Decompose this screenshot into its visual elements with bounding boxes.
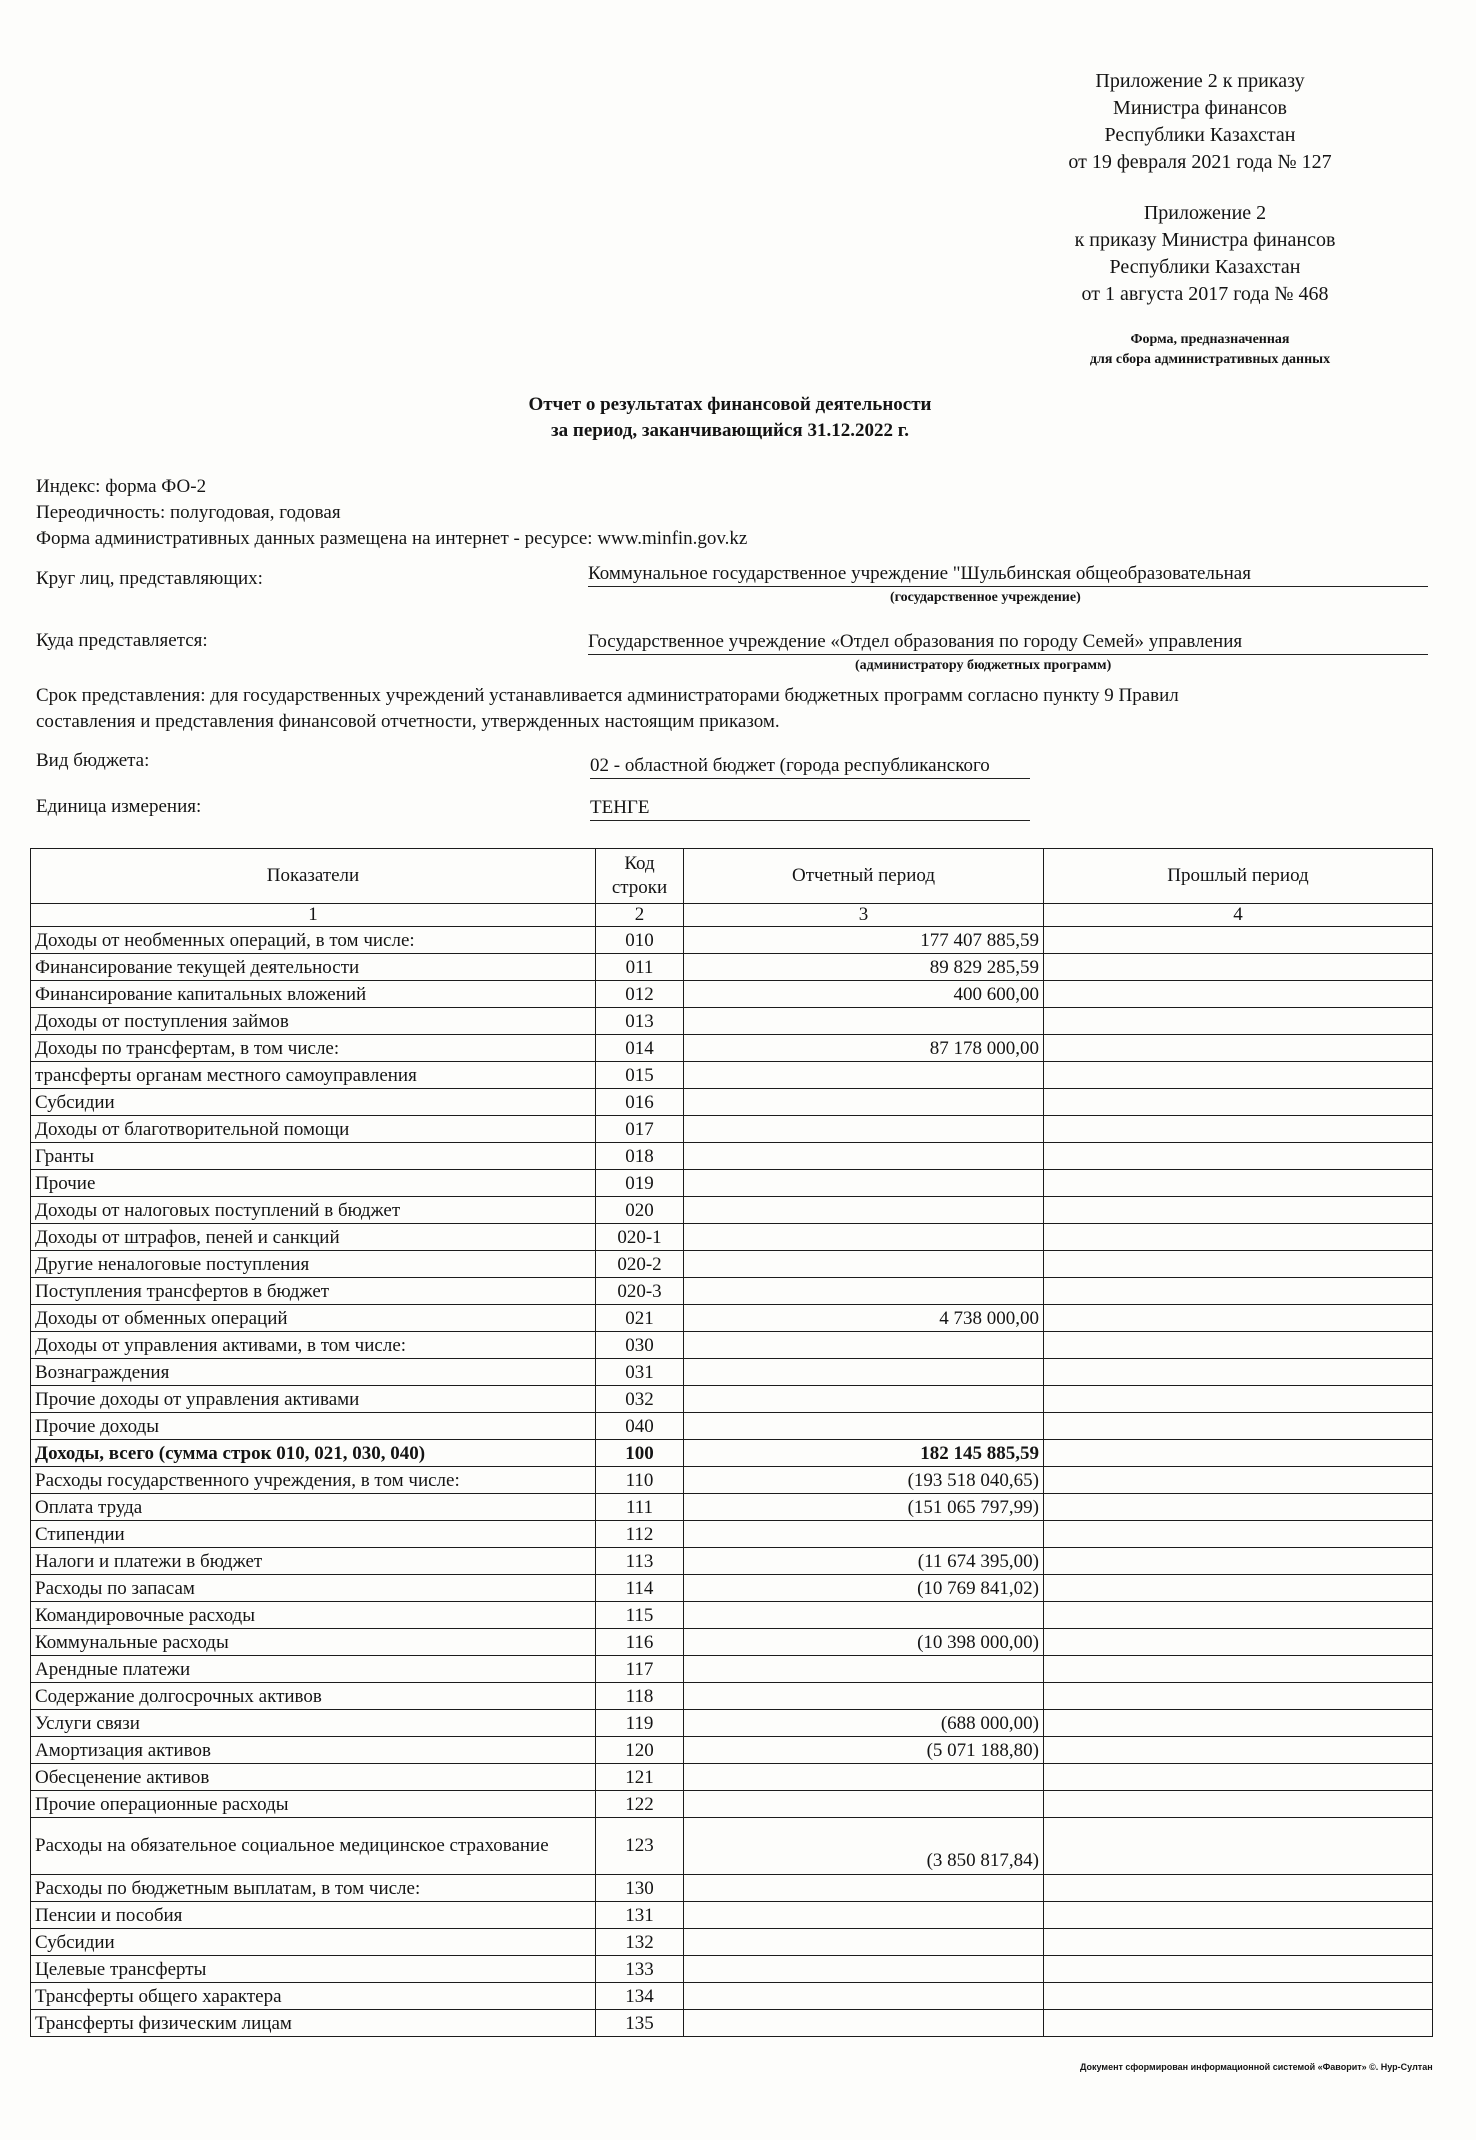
form-index: Индекс: форма ФО-2 [36, 476, 207, 497]
table-row [31, 1278, 1433, 1305]
table-row [31, 1875, 1433, 1902]
row-line-code: 132 [596, 1929, 684, 1956]
row-previous-value [1044, 1875, 1433, 1902]
row-current-value [684, 1278, 1044, 1305]
row-indicator-name: Арендные платежи [31, 1656, 596, 1683]
row-previous-value [1044, 1764, 1433, 1791]
row-current-value [684, 1521, 1044, 1548]
row-line-code: 030 [596, 1332, 684, 1359]
row-line-code: 020-1 [596, 1224, 684, 1251]
row-indicator-name: Обесценение активов [31, 1764, 596, 1791]
table-row [31, 1902, 1433, 1929]
row-line-code: 120 [596, 1737, 684, 1764]
row-line-code: 021 [596, 1305, 684, 1332]
appendix-line: от 1 августа 2017 года № 468 [1081, 283, 1329, 305]
row-line-code: 010 [596, 927, 684, 954]
row-current-value [684, 1656, 1044, 1683]
row-line-code: 133 [596, 1956, 684, 1983]
row-indicator-name: Командировочные расходы [31, 1602, 596, 1629]
row-previous-value [1044, 1278, 1433, 1305]
table-row [31, 981, 1433, 1008]
row-indicator-name: Доходы от управления активами, в том числе: [31, 1332, 596, 1359]
table-row [31, 2010, 1433, 2037]
row-current-value [684, 1413, 1044, 1440]
unit-label: Единица измерения: [36, 796, 202, 817]
row-previous-value [1044, 1332, 1433, 1359]
table-row [31, 954, 1433, 981]
row-line-code: 110 [596, 1467, 684, 1494]
row-previous-value [1044, 1521, 1433, 1548]
row-current-value [684, 1359, 1044, 1386]
table-row [31, 1791, 1433, 1818]
row-current-value: (10 398 000,00) [684, 1629, 1044, 1656]
column-number: 3 [684, 904, 1044, 927]
row-current-value: (193 518 040,65) [684, 1467, 1044, 1494]
row-line-code: 115 [596, 1602, 684, 1629]
table-row [31, 1197, 1433, 1224]
row-indicator-name: Вознаграждения [31, 1359, 596, 1386]
table-row [31, 1224, 1433, 1251]
row-previous-value [1044, 954, 1433, 981]
row-line-code: 123 [596, 1818, 684, 1875]
budget-value: 02 - областной бюджет (города республиканского [590, 754, 1030, 779]
row-current-value: (151 065 797,99) [684, 1494, 1044, 1521]
table-row [31, 1359, 1433, 1386]
table-row [31, 1035, 1433, 1062]
table-row [31, 1983, 1433, 2010]
row-line-code: 011 [596, 954, 684, 981]
form-published: Форма административных данных размещена на интернет - ресурсе: www.minfin.gov.kz [36, 528, 748, 549]
row-previous-value [1044, 1818, 1433, 1875]
row-indicator-name: Пенсии и пособия [31, 1902, 596, 1929]
row-indicator-name: Расходы на обязательное социальное медицинское страхование [31, 1818, 596, 1875]
row-current-value: 182 145 885,59 [684, 1440, 1044, 1467]
row-current-value: 87 178 000,00 [684, 1035, 1044, 1062]
recipient-value: Государственное учреждение «Отдел образования по городу Семей» управления [588, 630, 1428, 655]
submitters-value: Коммунальное государственное учреждение "Шульбинская общеобразовательная [588, 562, 1428, 587]
row-previous-value [1044, 1494, 1433, 1521]
row-current-value [684, 2010, 1044, 2037]
appendix-line: от 19 февраля 2021 года № 127 [1068, 151, 1332, 173]
header-previous-period: Прошлый период [1044, 849, 1433, 904]
column-number-row [31, 904, 1433, 927]
row-indicator-name: Доходы от необменных операций, в том числе: [31, 927, 596, 954]
row-indicator-name: Доходы, всего (сумма строк 010, 021, 030, 040) [31, 1440, 596, 1467]
row-indicator-name: Коммунальные расходы [31, 1629, 596, 1656]
footer-note: Документ сформирован информационной системой «Фаворит» ©. Нур-Султан [1080, 2062, 1433, 2072]
row-line-code: 117 [596, 1656, 684, 1683]
row-previous-value [1044, 1170, 1433, 1197]
row-previous-value [1044, 1251, 1433, 1278]
table-row [31, 1413, 1433, 1440]
header-line-code: Код строки [596, 849, 684, 904]
report-title [300, 392, 1160, 444]
row-indicator-name: Оплата труда [31, 1494, 596, 1521]
row-line-code: 113 [596, 1548, 684, 1575]
row-line-code: 134 [596, 1983, 684, 2010]
form-note-line: для сбора административных данных [1089, 352, 1331, 367]
row-line-code: 135 [596, 2010, 684, 2037]
unit-value: ТЕНГЕ [590, 796, 1030, 821]
row-line-code: 119 [596, 1710, 684, 1737]
table-row [31, 1089, 1433, 1116]
row-previous-value [1044, 1440, 1433, 1467]
row-line-code: 012 [596, 981, 684, 1008]
row-indicator-name: Целевые трансферты [31, 1956, 596, 1983]
row-line-code: 020-2 [596, 1251, 684, 1278]
row-current-value: 400 600,00 [684, 981, 1044, 1008]
table-row [31, 1575, 1433, 1602]
row-current-value: 4 738 000,00 [684, 1305, 1044, 1332]
row-line-code: 015 [596, 1062, 684, 1089]
row-current-value [684, 1089, 1044, 1116]
appendix-line: к приказу Министра финансов [1074, 229, 1336, 251]
row-indicator-name: Другие неналоговые поступления [31, 1251, 596, 1278]
row-line-code: 040 [596, 1413, 684, 1440]
submitters-label: Круг лиц, представляющих: [36, 568, 263, 589]
row-current-value [684, 1602, 1044, 1629]
table-row [31, 1548, 1433, 1575]
appendix-line: Министра финансов [1113, 97, 1287, 119]
row-line-code: 112 [596, 1521, 684, 1548]
row-previous-value [1044, 1116, 1433, 1143]
table-row [31, 1062, 1433, 1089]
row-line-code: 031 [596, 1359, 684, 1386]
row-current-value [684, 1902, 1044, 1929]
row-line-code: 016 [596, 1089, 684, 1116]
row-indicator-name: Доходы от поступления займов [31, 1008, 596, 1035]
row-line-code: 013 [596, 1008, 684, 1035]
row-line-code: 131 [596, 1902, 684, 1929]
row-previous-value [1044, 1956, 1433, 1983]
table-row [31, 1602, 1433, 1629]
table-row [31, 1116, 1433, 1143]
row-previous-value [1044, 1008, 1433, 1035]
row-line-code: 100 [596, 1440, 684, 1467]
recipient-caption: (администратору бюджетных программ) [855, 658, 1112, 673]
column-number: 1 [31, 904, 596, 927]
row-line-code: 032 [596, 1386, 684, 1413]
row-line-code: 121 [596, 1764, 684, 1791]
row-indicator-name: Финансирование текущей деятельности [31, 954, 596, 981]
row-previous-value [1044, 1413, 1433, 1440]
form-note [1060, 330, 1360, 370]
table-row [31, 1305, 1433, 1332]
row-indicator-name: Субсидии [31, 1929, 596, 1956]
title-line: за период, заканчивающийся 31.12.2022 г. [551, 420, 909, 441]
table-row [31, 1629, 1433, 1656]
row-line-code: 111 [596, 1494, 684, 1521]
row-previous-value [1044, 1197, 1433, 1224]
row-current-value: 89 829 285,59 [684, 954, 1044, 981]
row-indicator-name: Содержание долгосрочных активов [31, 1683, 596, 1710]
table-header-row [31, 849, 1433, 904]
row-previous-value [1044, 981, 1433, 1008]
table-row [31, 1386, 1433, 1413]
row-previous-value [1044, 1143, 1433, 1170]
row-indicator-name: Гранты [31, 1143, 596, 1170]
row-line-code: 118 [596, 1683, 684, 1710]
row-current-value [684, 1929, 1044, 1956]
table-row [31, 1929, 1433, 1956]
row-line-code: 014 [596, 1035, 684, 1062]
row-previous-value [1044, 1902, 1433, 1929]
row-indicator-name: Прочие доходы [31, 1413, 596, 1440]
form-periodicity: Переодичность: полугодовая, годовая [36, 502, 341, 523]
column-number: 2 [596, 904, 684, 927]
row-indicator-name: Трансферты общего характера [31, 1983, 596, 2010]
row-current-value [684, 1332, 1044, 1359]
row-indicator-name: Услуги связи [31, 1710, 596, 1737]
row-previous-value [1044, 1089, 1433, 1116]
row-current-value [684, 1251, 1044, 1278]
table-row [31, 1521, 1433, 1548]
row-previous-value [1044, 1575, 1433, 1602]
row-current-value [684, 1116, 1044, 1143]
row-previous-value [1044, 2010, 1433, 2037]
table-row [31, 1956, 1433, 1983]
table-row [31, 1710, 1433, 1737]
table-row [31, 1440, 1433, 1467]
row-indicator-name: Доходы от обменных операций [31, 1305, 596, 1332]
row-previous-value [1044, 1983, 1433, 2010]
row-current-value [684, 1008, 1044, 1035]
row-indicator-name: Расходы государственного учреждения, в том числе: [31, 1467, 596, 1494]
row-indicator-name: Финансирование капитальных вложений [31, 981, 596, 1008]
row-current-value: 177 407 885,59 [684, 927, 1044, 954]
row-line-code: 017 [596, 1116, 684, 1143]
submission-deadline: Срок представления: для государственных учреждений устанавливается администраторами бюджетных программ согласно пункту 9 Правил составления и представления финансовой отчетности, утвержденных настоящим приказом. [36, 685, 1179, 732]
row-previous-value [1044, 1737, 1433, 1764]
row-current-value: (10 769 841,02) [684, 1575, 1044, 1602]
row-indicator-name: Амортизация активов [31, 1737, 596, 1764]
row-indicator-name: Налоги и платежи в бюджет [31, 1548, 596, 1575]
row-indicator-name: Трансферты физическим лицам [31, 2010, 596, 2037]
form-note-line: Форма, предназначенная [1130, 332, 1290, 347]
table-row [31, 1467, 1433, 1494]
row-current-value [684, 1197, 1044, 1224]
row-line-code: 018 [596, 1143, 684, 1170]
row-current-value [684, 1764, 1044, 1791]
row-current-value: (5 071 188,80) [684, 1737, 1044, 1764]
row-previous-value [1044, 1035, 1433, 1062]
table-row [31, 1737, 1433, 1764]
column-number: 4 [1044, 904, 1433, 927]
row-indicator-name: Доходы от штрафов, пеней и санкций [31, 1224, 596, 1251]
table-row [31, 1251, 1433, 1278]
row-current-value [684, 1143, 1044, 1170]
row-indicator-name: Доходы по трансфертам, в том числе: [31, 1035, 596, 1062]
table-row [31, 1143, 1433, 1170]
table-row [31, 1170, 1433, 1197]
row-indicator-name: Расходы по бюджетным выплатам, в том числе: [31, 1875, 596, 1902]
appendix-line: Приложение 2 к приказу [1095, 70, 1305, 92]
table-row [31, 1764, 1433, 1791]
table-row [31, 1008, 1433, 1035]
table-row [31, 1332, 1433, 1359]
table-row [31, 1818, 1433, 1875]
row-previous-value [1044, 1386, 1433, 1413]
row-previous-value [1044, 1629, 1433, 1656]
row-previous-value [1044, 1467, 1433, 1494]
row-line-code: 020-3 [596, 1278, 684, 1305]
row-line-code: 114 [596, 1575, 684, 1602]
appendix-line: Приложение 2 [1143, 202, 1267, 224]
appendix-block-2021 [1040, 68, 1360, 176]
row-current-value: (688 000,00) [684, 1710, 1044, 1737]
row-indicator-name: Стипендии [31, 1521, 596, 1548]
appendix-line: Республики Казахстан [1109, 256, 1301, 278]
appendix-line: Республики Казахстан [1104, 124, 1296, 146]
appendix-block-2017 [1040, 200, 1370, 308]
row-previous-value [1044, 927, 1433, 954]
row-previous-value [1044, 1548, 1433, 1575]
row-current-value [684, 1875, 1044, 1902]
row-line-code: 019 [596, 1170, 684, 1197]
row-previous-value [1044, 1062, 1433, 1089]
row-indicator-name: Расходы по запасам [31, 1575, 596, 1602]
financial-results-table [30, 848, 1433, 2037]
row-indicator-name: Прочие [31, 1170, 596, 1197]
header-current-period: Отчетный период [684, 849, 1044, 904]
table-row [31, 1656, 1433, 1683]
row-current-value: (11 674 395,00) [684, 1548, 1044, 1575]
row-previous-value [1044, 1305, 1433, 1332]
row-current-value [684, 1170, 1044, 1197]
row-previous-value [1044, 1683, 1433, 1710]
row-previous-value [1044, 1710, 1433, 1737]
row-current-value [684, 1956, 1044, 1983]
row-line-code: 020 [596, 1197, 684, 1224]
row-previous-value [1044, 1224, 1433, 1251]
row-previous-value [1044, 1656, 1433, 1683]
row-current-value [684, 1683, 1044, 1710]
budget-label: Вид бюджета: [36, 750, 150, 771]
table-row [31, 1494, 1433, 1521]
row-indicator-name: Поступления трансфертов в бюджет [31, 1278, 596, 1305]
row-current-value: (3 850 817,84) [684, 1818, 1044, 1875]
row-indicator-name: Прочие доходы от управления активами [31, 1386, 596, 1413]
table-row [31, 927, 1433, 954]
row-indicator-name: Доходы от налоговых поступлений в бюджет [31, 1197, 596, 1224]
header-indicators: Показатели [31, 849, 596, 904]
row-indicator-name: трансферты органам местного самоуправления [31, 1062, 596, 1089]
row-line-code: 130 [596, 1875, 684, 1902]
row-previous-value [1044, 1602, 1433, 1629]
row-line-code: 122 [596, 1791, 684, 1818]
row-indicator-name: Субсидии [31, 1089, 596, 1116]
row-current-value [684, 1983, 1044, 2010]
submitters-caption: (государственное учреждение) [890, 590, 1081, 605]
row-line-code: 116 [596, 1629, 684, 1656]
title-line: Отчет о результатах финансовой деятельности [528, 394, 932, 415]
row-previous-value [1044, 1359, 1433, 1386]
row-current-value [684, 1386, 1044, 1413]
row-current-value [684, 1062, 1044, 1089]
row-previous-value [1044, 1929, 1433, 1956]
row-current-value [684, 1791, 1044, 1818]
recipient-label: Куда представляется: [36, 630, 208, 651]
row-indicator-name: Прочие операционные расходы [31, 1791, 596, 1818]
table-row [31, 1683, 1433, 1710]
row-current-value [684, 1224, 1044, 1251]
row-indicator-name: Доходы от благотворительной помощи [31, 1116, 596, 1143]
row-previous-value [1044, 1791, 1433, 1818]
